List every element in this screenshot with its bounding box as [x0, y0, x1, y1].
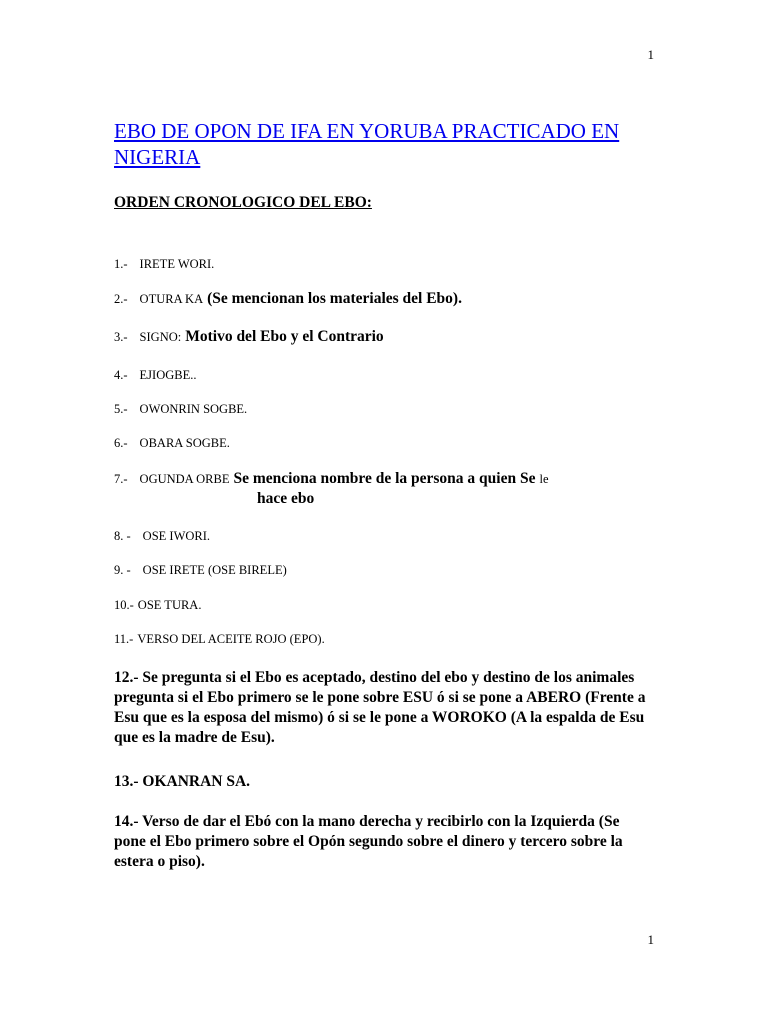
item-number: 5.-	[114, 402, 128, 416]
item-number: 7.-	[114, 472, 128, 486]
list-item-4	[114, 366, 197, 384]
item-code: OTURA KA	[139, 292, 204, 306]
list-item-9	[114, 561, 287, 579]
paragraph-13: 13.- OKANRAN SA.	[114, 773, 251, 790]
list-item-2	[114, 290, 462, 308]
item-code: OBARA SOGBE.	[139, 436, 230, 450]
item-code: OSE IRETE (OSE BIRELE)	[142, 563, 287, 577]
page-number-bottom: 1	[647, 932, 654, 947]
paragraph-14: 14.- Verso de dar el Ebó con la mano derecha y recibirlo con la Izquierda (Se pone el Ebo primero sobre el Opón segundo sobre el dinero y tercero sobre la estera o piso).	[114, 813, 623, 870]
item-code: OSE TURA.	[137, 598, 202, 612]
item-number: 2.-	[114, 292, 128, 306]
item-number: 8. -	[114, 529, 131, 543]
item-number: 10.-	[114, 598, 134, 612]
list-item-11	[114, 630, 325, 648]
item-number: 4.-	[114, 368, 128, 382]
item-code: VERSO DEL ACEITE ROJO (EPO).	[137, 632, 325, 646]
list-item-5	[114, 400, 247, 418]
item-code: OSE IWORI.	[142, 529, 211, 543]
list-item-10	[114, 596, 201, 614]
document-title: EBO DE OPON DE IFA EN YORUBA PRACTICADO EN NIGERIA	[114, 119, 620, 169]
list-item-7-continuation	[257, 490, 314, 508]
item-number: 9. -	[114, 563, 131, 577]
item-number: 11.-	[114, 632, 134, 646]
item-number: 3.-	[114, 330, 128, 344]
item-code: OGUNDA ORBE	[139, 472, 230, 486]
list-item-7	[114, 470, 549, 488]
page-number-top: 1	[647, 47, 654, 62]
item-note: Se menciona nombre de la persona a quien Se	[233, 470, 536, 487]
item-code: OWONRIN SOGBE.	[139, 402, 248, 416]
paragraph-12: 12.- Se pregunta si el Ebo es aceptado, destino del ebo y destino de los animales pregunta si el Ebo primero se le pone sobre ESU ó si se pone a ABERO (Frente a Esu que es la esposa del mismo) ó si se le pone a WOROKO (A la espalda de Esu que es la madre de Esu).	[114, 669, 646, 746]
list-item-1	[114, 255, 214, 273]
section-heading: ORDEN CRONOLOGICO DEL EBO:	[114, 194, 372, 211]
item-note: (Se mencionan los materiales del Ebo).	[207, 290, 462, 307]
item-code: IRETE WORI.	[139, 257, 215, 271]
item-code: EJIOGBE..	[139, 368, 197, 382]
item-note: Motivo del Ebo y el Contrario	[185, 328, 384, 345]
item-number: 1.-	[114, 257, 128, 271]
item-number: 6.-	[114, 436, 128, 450]
list-item-6	[114, 434, 230, 452]
list-item-8	[114, 527, 210, 545]
list-item-3	[114, 328, 384, 346]
item-note-small: le	[539, 472, 549, 486]
item-code: SIGNO:	[139, 330, 182, 344]
item-note-line2: hace ebo	[257, 490, 315, 507]
